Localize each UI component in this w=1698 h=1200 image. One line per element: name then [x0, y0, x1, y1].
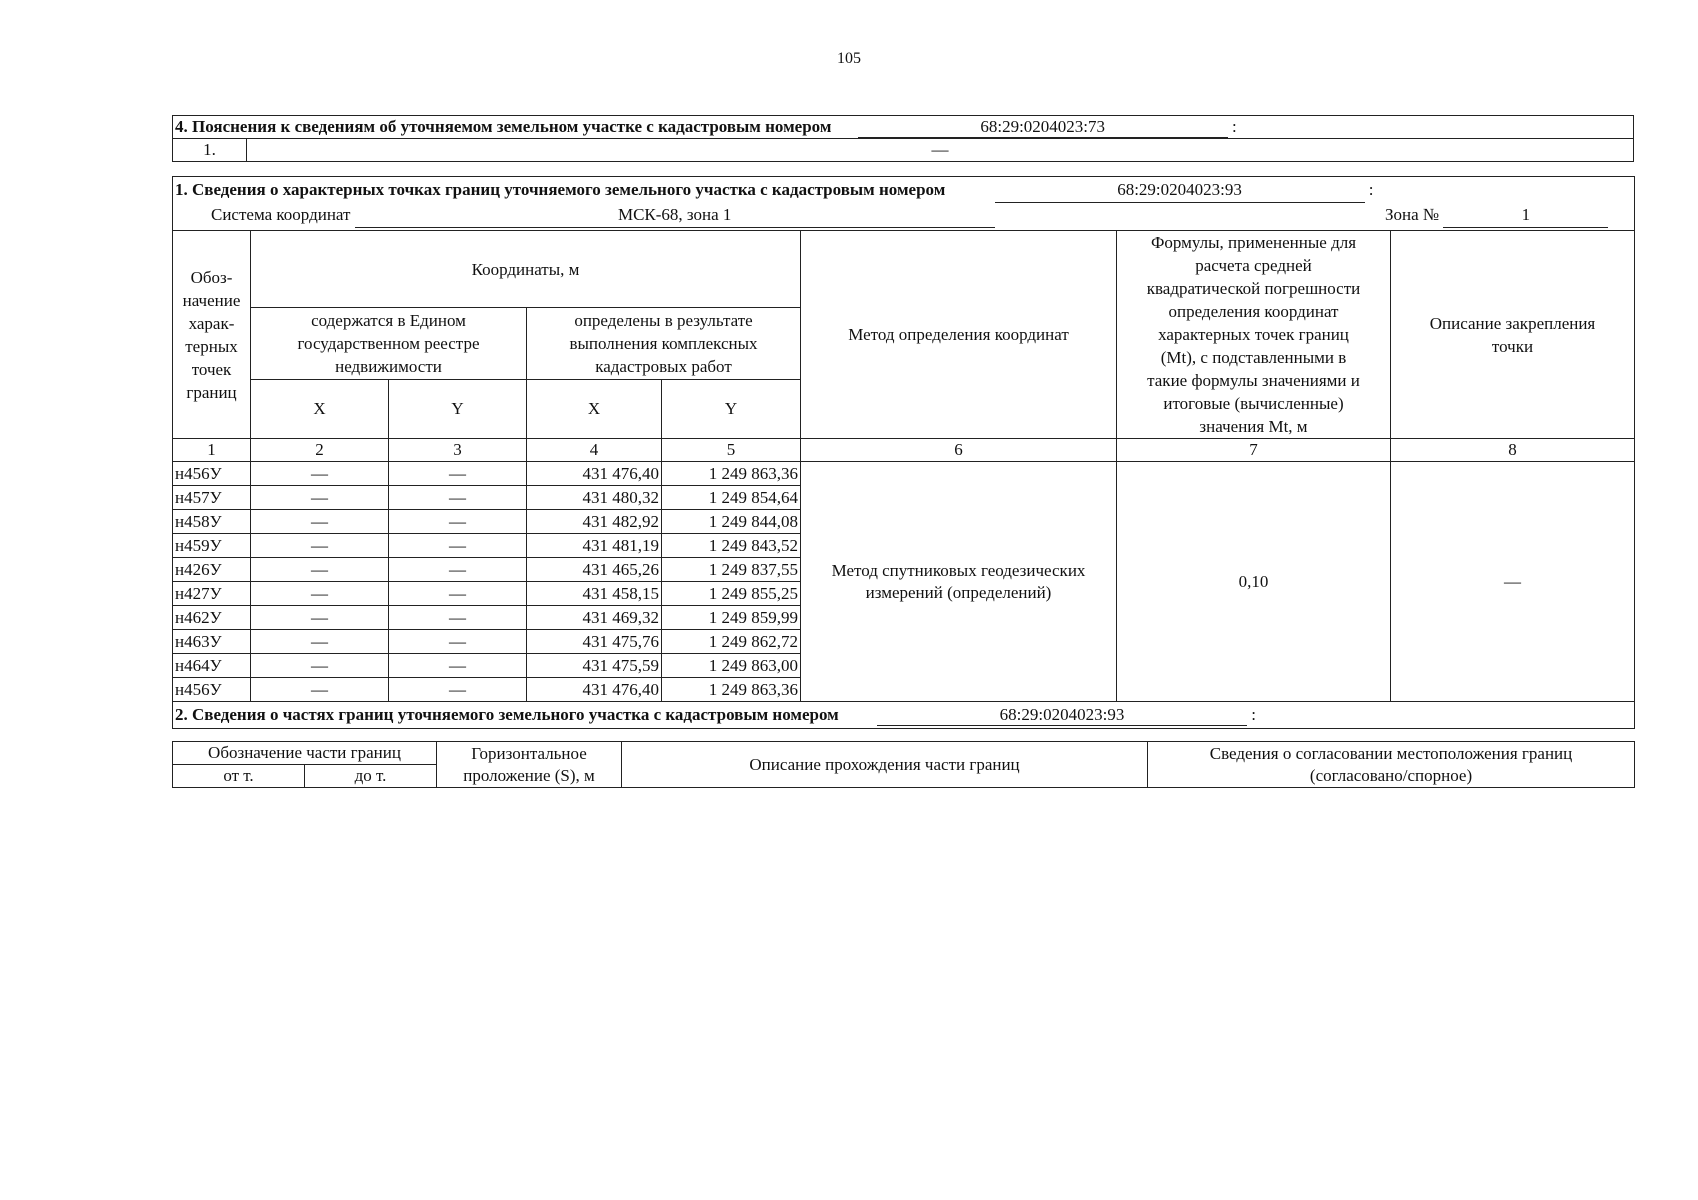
registry-x: — [251, 630, 389, 654]
coordinate-x: 431 480,32 [527, 486, 662, 510]
description-value: — [1391, 462, 1635, 702]
coordinate-y: 1 249 854,64 [662, 486, 801, 510]
coordinate-x: 431 481,19 [527, 534, 662, 558]
header-determined-y: Y [662, 379, 801, 438]
column-number: 6 [801, 439, 1117, 462]
registry-y: — [389, 510, 527, 534]
header-determined: определены в результате выполнения комплексных кадастровых работ [527, 308, 801, 379]
coordinate-x: 431 482,92 [527, 510, 662, 534]
coordinate-y: 1 249 863,36 [662, 462, 801, 486]
coordinate-x: 431 465,26 [527, 558, 662, 582]
section4-table [172, 115, 1634, 162]
coordinate-y: 1 249 855,25 [662, 582, 801, 606]
registry-x: — [251, 534, 389, 558]
coordinate-y: 1 249 859,99 [662, 606, 801, 630]
zone-label: Зона № [1385, 205, 1440, 224]
coordinate-x: 431 475,59 [527, 654, 662, 678]
points-table-body [173, 462, 1635, 702]
point-designation: н457У [173, 486, 251, 510]
registry-y: — [389, 534, 527, 558]
section1-title: 1. Сведения о характерных точках границ уточняемого земельного участка с кадастровым номером [175, 180, 946, 199]
header-point-designation: Обоз- начение харак- терных точек границ [173, 231, 251, 439]
point-designation: н462У [173, 606, 251, 630]
registry-y: — [389, 462, 527, 486]
point-designation: н464У [173, 654, 251, 678]
section4-row-number: 1. [173, 139, 247, 162]
header-method: Метод определения координат [801, 231, 1117, 439]
point-designation: н426У [173, 558, 251, 582]
coord-system-value: МСК-68, зона 1 [355, 203, 995, 228]
coordinate-y: 1 249 862,72 [662, 630, 801, 654]
column-number: 8 [1391, 439, 1635, 462]
header-registry: содержатся в Едином государственном реестре недвижимости [251, 308, 527, 379]
registry-y: — [389, 582, 527, 606]
coordinate-y: 1 249 837,55 [662, 558, 801, 582]
section2-title: 2. Сведения о частях границ уточняемого земельного участка с кадастровым номером [175, 704, 839, 724]
section1-header [173, 177, 1635, 231]
registry-x: — [251, 678, 389, 702]
point-designation: н456У [173, 678, 251, 702]
registry-y: — [389, 606, 527, 630]
coordinate-x: 431 458,15 [527, 582, 662, 606]
registry-x: — [251, 510, 389, 534]
registry-y: — [389, 486, 527, 510]
point-designation: н456У [173, 462, 251, 486]
coordinate-x: 431 475,76 [527, 630, 662, 654]
coordinate-y: 1 249 844,08 [662, 510, 801, 534]
column-number: 7 [1117, 439, 1391, 462]
header-description: Описание закрепления точки [1391, 231, 1635, 439]
header-determined-x: X [527, 379, 662, 438]
registry-y: — [389, 630, 527, 654]
method-value: Метод спутниковых геодезических измерений (определений) [801, 462, 1117, 702]
header-formulas: Формулы, примененные для расчета средней квадратической погрешности определения координат характерных точек границ (Mt), с подставленными в такие формулы значениями и итоговые (вычисленные) значения Mt, м [1117, 231, 1391, 439]
column-number: 3 [389, 439, 527, 462]
header-to: до т. [305, 765, 437, 788]
zone-value: 1 [1443, 203, 1608, 228]
page-number: 105 [837, 50, 861, 67]
header-part-designation: Обозначение части границ [173, 742, 437, 765]
section4-row-value: — [247, 139, 1634, 162]
section1-table [172, 176, 1635, 729]
section4-title: 4. Пояснения к сведениям об уточняемом земельном участке с кадастровым номером [175, 116, 832, 136]
section4-cadastral-number: 68:29:0204023:73 [858, 117, 1228, 138]
column-number: 5 [662, 439, 801, 462]
registry-y: — [389, 558, 527, 582]
mt-value: 0,10 [1117, 462, 1391, 702]
coordinate-x: 431 469,32 [527, 606, 662, 630]
section2-suffix: : [1251, 704, 1256, 724]
column-number: 4 [527, 439, 662, 462]
section4-suffix: : [1231, 116, 1237, 136]
coordinate-y: 1 249 863,00 [662, 654, 801, 678]
registry-y: — [389, 678, 527, 702]
coordinate-y: 1 249 843,52 [662, 534, 801, 558]
header-registry-x: X [251, 379, 389, 438]
section1-cadastral-number: 68:29:0204023:93 [995, 178, 1365, 203]
table-row [173, 462, 1635, 486]
registry-x: — [251, 558, 389, 582]
point-designation: н463У [173, 630, 251, 654]
point-designation: н459У [173, 534, 251, 558]
section1-suffix: : [1368, 180, 1374, 199]
column-number: 2 [251, 439, 389, 462]
header-horizontal: Горизонтальное проложение (S), м [437, 742, 622, 788]
header-from: от т. [173, 765, 305, 788]
registry-x: — [251, 462, 389, 486]
column-number: 1 [173, 439, 251, 462]
coordinate-x: 431 476,40 [527, 462, 662, 486]
registry-y: — [389, 654, 527, 678]
registry-x: — [251, 606, 389, 630]
header-coordinates: Координаты, м [251, 231, 801, 308]
section4-header [173, 116, 1634, 139]
section2-header [173, 702, 1635, 729]
section2-cadastral-number: 68:29:0204023:93 [877, 705, 1247, 726]
coord-system-label: Система координат [211, 205, 351, 224]
registry-x: — [251, 582, 389, 606]
registry-x: — [251, 654, 389, 678]
registry-x: — [251, 486, 389, 510]
point-designation: н427У [173, 582, 251, 606]
header-agreement: Сведения о согласовании местоположения границ (согласовано/спорное) [1148, 742, 1635, 788]
coordinate-x: 431 476,40 [527, 678, 662, 702]
section2-table [172, 741, 1635, 788]
coordinate-y: 1 249 863,36 [662, 678, 801, 702]
header-route: Описание прохождения части границ [622, 742, 1148, 788]
header-registry-y: Y [389, 379, 527, 438]
point-designation: н458У [173, 510, 251, 534]
